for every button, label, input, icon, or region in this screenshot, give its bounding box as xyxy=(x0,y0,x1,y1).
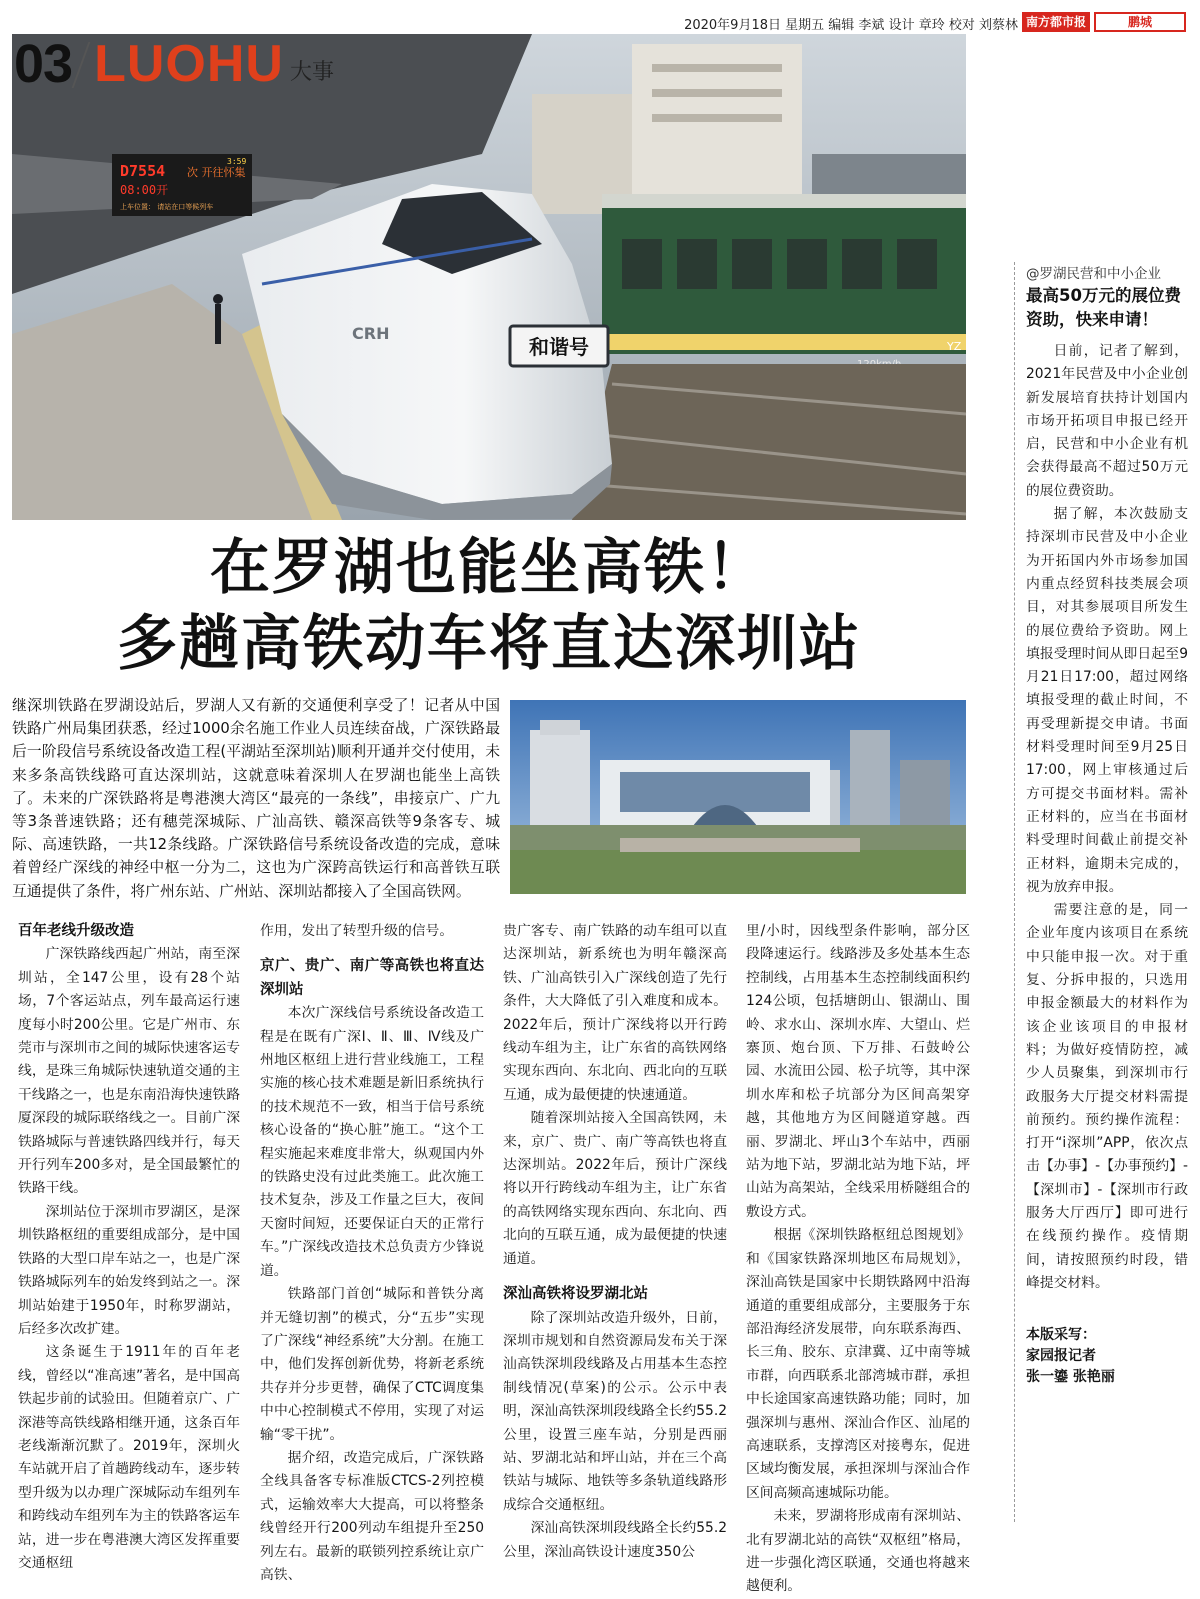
section-slash xyxy=(72,42,91,88)
tower-right xyxy=(850,730,890,840)
col2-continuation: 作用，发出了转型升级的信号。 xyxy=(260,923,454,939)
section-masthead xyxy=(14,34,334,94)
train-illustration xyxy=(12,34,966,520)
sidebar-tag: @罗湖民营和中小企业 xyxy=(1026,266,1161,282)
sidebar-title: 最高50万元的展位费资助，快来申请！ xyxy=(1026,286,1181,329)
section-name: LUOHU xyxy=(94,35,284,93)
sidebar-divider xyxy=(1014,262,1015,1522)
col1-paragraph-3: 这条诞生于1911年的百年老线，曾经以“准高速”著名，是中国高铁起步前的试验田。但随着京广、广深港等高铁线路相继开通，这条百年老线渐渐沉默了。2019年，深圳火车站就开启了首趟跨线动车，逐步转型升级为以办理广深城际动车组列车和跨线动车组列车为主的铁路客运车站，进一步在粤港澳大湾区发挥重要交通枢纽 xyxy=(18,1344,240,1571)
lead-paragraph: 继深圳铁路在罗湖设站后，罗湖人又有新的交通便利享受了！记者从中国铁路广州局集团获悉，经过1000余名施工作业人员连续奋战，广深铁路最后一阶段信号系统设备改造工程(平湖站至深圳站)顺利开通并交付使用，未来多条高铁线路可直达深圳站，这就意味着深圳人在罗湖也能坐上高铁了。未来的广深铁路将是粤港澳大湾区“最亮的一条线”，串接京广、广九等3条普速铁路；还有穗莞深城际、广汕高铁、赣深高铁等9条客专、城际、高速铁路，一共12条线路。广深铁路信号系统设备改造的完成，意味着曾经广深线的神经中枢一分为二，这也为广深跨高铁运行和高普铁互联互通提供了条件，将广州东站、广州站、深圳站都接入了全国高铁网。 xyxy=(12,697,500,900)
sidebar-body xyxy=(1026,340,1188,1295)
station-illustration xyxy=(510,700,966,894)
col1-paragraph-1: 广深铁路线西起广州站，南至深圳站，全147公里，设有28个站场，7个客运站点，列车最高运行速度每小时200公里。它是广州市、东莞市与深圳市之间的城际快速客运专线，是珠三角城际快速轨道交通的主干线路之一，也是东南沿海快速铁路厦深段的城际联络线之一。目前广深铁路城际与普速铁路四线并行，每天开行列车200多对，是全国最繁忙的铁路干线。 xyxy=(18,946,240,1197)
board-destination: 次 开往怀集 xyxy=(187,166,246,179)
newspaper-logo: 南方都市报 xyxy=(1022,12,1090,32)
col2-paragraph-1: 本次广深线信号系统设备改造工程是在既有广深Ⅰ、Ⅱ、Ⅲ、Ⅳ线及广州地区枢纽上进行营业线施工，工程实施的核心技术难题是新旧系统执行的技术规范不一致，相当于信号系统核心设备的“换心脏”施工。“这个工程实施起来难度非常大，纵观国内外的铁路史没有过此类施工。此次施工技术复杂，涉及工作量之巨大，夜间天窗时间短，还要保证白天的正常行车。”广深线改造技术总负责方少锋说道。 xyxy=(260,1005,484,1279)
headline-line-1: 在罗湖也能坐高铁！ xyxy=(210,533,768,603)
col2-paragraph-2: 铁路部门首创“城际和普铁分离并无缝切割”的模式，分“五步”实现了广深线“神经系统”大分割。在施工中，他们发挥创新优势，将新老系统共存并分步更替，确保了CTC调度集中中心控制模式不停用，实现了对运输“零干扰”。 xyxy=(260,1286,484,1443)
article-column-3 xyxy=(503,920,727,1564)
proofreader-credit: 校对 刘蔡林 xyxy=(948,18,1018,33)
board-train-no: D7554 xyxy=(120,162,166,180)
issue-weekday: 星期五 xyxy=(785,18,825,33)
tower-left xyxy=(530,730,590,830)
col3-paragraph-3: 深汕高铁深圳段线路全长约55.2公里，深汕高铁设计速度350公 xyxy=(503,1520,727,1560)
credit-label: 本版采写： xyxy=(1026,1327,1096,1344)
col1-paragraph-2: 深圳站位于深圳市罗湖区，是深圳铁路枢纽的重要组成部分，是中国铁路的大型口岸车站之一，也是广深铁路城际列车的始发终到站之一。深圳站始建于1950年，时称罗湖站，后经多次改扩建。 xyxy=(18,1203,240,1337)
train-plate: 和谐号 xyxy=(529,335,589,359)
car-code: YZ xyxy=(947,340,962,353)
board-clock: 3:59 xyxy=(227,157,247,166)
subhead-upgrade: 百年老线升级改造 xyxy=(18,923,134,939)
article-column-4 xyxy=(746,920,970,1599)
board-note: 上车位置： 请站在口等候列车 xyxy=(120,203,214,211)
credit-line-1: 家园报记者 xyxy=(1026,1348,1096,1365)
subhead-direct-trains: 京广、贵广、南广等高铁也将直达深圳站 xyxy=(260,958,484,998)
page-number: 03 xyxy=(14,34,73,94)
col4-continuation: 里/小时，因线型条件影响，部分区段降速运行。线路涉及多处基本生态控制线，占用基本生态控制线面积约124公顷，包括塘朗山、银湖山、围岭、求水山、深圳水库、大望山、烂寨顶、炮台顶、下万排、石鼓岭公园、水流田公园、松子坑等，其中深圳水库和松子坑部分为区间高架穿越，其他地方为区间隧道穿越。西丽、罗湖北、坪山3个车站中，西丽站为地下站，罗湖北站为地下站，坪山站为高架站，全线采用桥隧组合的敷设方式。 xyxy=(746,923,970,1220)
crh-logo: CRH xyxy=(352,324,390,343)
hero-photo-train xyxy=(12,34,966,520)
editor-credit: 编辑 李斌 xyxy=(828,18,885,33)
sidebar-paragraph-1: 日前，记者了解到，2021年民营及中小企业创新发展培育扶持计划国内市场开拓项目申报已经开启，民营和中小企业有机会获得最高不超过50万元的展位费资助。 xyxy=(1026,343,1188,499)
col3-paragraph-2: 除了深圳站改造升级外，日前，深圳市规划和自然资源局发布关于深汕高铁深圳段线路及占用基本生态控制线情况(草案)的公示。公示中表明，深汕高铁深圳段线路全长约55.2公里，设置三座车站，分别是西丽站、罗湖北站和坪山站，并在三个高铁站与城际、地铁等多条轨道线路形成综合交通枢纽。 xyxy=(503,1309,727,1513)
designer-credit: 设计 章玲 xyxy=(888,18,945,33)
col3-continuation: 贵广客专、南广铁路的动车组可以直达深圳站，新系统也为明年赣深高铁、广汕高铁引入广深线创造了先行条件，大大降低了引入难度和成本。2022年后，预计广深线将以开行跨线动车组为主，让广东省的高铁网络实现东西向、东北向、西北向的互联互通，成为最便捷的快速通道。 xyxy=(503,923,727,1103)
credit-line-2: 张一鎏 张艳丽 xyxy=(1026,1369,1115,1386)
article-column-2 xyxy=(260,920,484,1587)
headline-line-2: 多趟高铁动车将直达深圳站 xyxy=(117,609,861,679)
sidebar-paragraph-3: 需要注意的是，同一企业年度内该项目在系统中只能申报一次。对于重复、分拆申报的，只选用申报金额最大的材料作为该企业该项目的申报材料；为做好疫情防控，减少人员聚集，到深圳市行政服务大厅提交材料需提前预约。预约操作流程：打开“i深圳”APP，依次点击【办事】-【办事预约】-【深圳市】-【深圳市行政服务大厅西厅】即可进行在线预约操作。疫情期间，请按照预约时段，错峰提交材料。 xyxy=(1026,902,1188,1291)
edition-logo: 鹏城 xyxy=(1094,12,1186,32)
reporter-credit xyxy=(1026,1325,1188,1388)
subhead-luohu-north: 深汕高铁将设罗湖北站 xyxy=(503,1286,648,1303)
col4-paragraph-1: 根据《深圳铁路枢纽总图规划》和《国家铁路深圳地区布局规划》，深汕高铁是国家中长期铁路网中沿海通道的重要组成部分，主要服务于东部沿海经济发展带，向东联系海西、长三角、胶东、京津冀、辽中南等城市群，向西联系北部湾城市群，承担中长途国家高速铁路功能；同时，加强深圳与惠州、深汕合作区、汕尾的高速联系，支撑湾区对接粤东，促进区域均衡发展，承担深圳与深汕合作区间高频高速城际功能。 xyxy=(746,1227,970,1501)
issue-meta xyxy=(684,14,1018,33)
station-photo xyxy=(510,700,966,894)
rail-tracks xyxy=(572,364,966,520)
issue-date: 2020年9月18日 xyxy=(684,18,781,33)
col4-paragraph-2: 未来，罗湖将形成南有深圳站、北有罗湖北站的高铁“双枢纽”格局，进一步强化湾区联通，交通也将越来越便利。 xyxy=(746,1508,970,1595)
platform-person xyxy=(215,304,221,344)
page-header xyxy=(0,0,1200,34)
article-column-1 xyxy=(18,920,240,1575)
col3-paragraph-1: 随着深圳站接入全国高铁网，未来，京广、贵广、南广等高铁也将直达深圳站。2022年后，预计广深线将以开行跨线动车组为主，让广东省的高铁网络实现东西向、东北向、西北向的互联互通，成为最便捷的快速通道。 xyxy=(503,1110,727,1267)
board-time: 08:00开 xyxy=(120,183,169,197)
section-subtitle: 大事 xyxy=(289,60,334,85)
sidebar-paragraph-2: 据了解，本次鼓励支持深圳市民营及中小企业为开拓国内外市场参加国内重点经贸科技类展会项目，对其参展项目所发生的展位费给予资助。网上填报受理时间从即日起至9月21日17:00，超过网络填报受理的截止时间，不再受理新提交申请。书面材料受理时间至9月25日17:00，网上审核通过后方可提交书面材料。需补正材料的，应当在书面材料受理时间截止前提交补正材料，逾期未完成的，视为放弃申报。 xyxy=(1026,506,1188,895)
col2-paragraph-3: 据介绍，改造完成后，广深铁路全线具备客专标准版CTCS-2列控模式，运输效率大大提高，可以将整条线曾经开行200列动车组提升至250列左右。最新的联锁列控系统让京广高铁、 xyxy=(260,1449,484,1583)
sidebar-article xyxy=(1026,264,1188,1388)
foreground-trees xyxy=(510,850,966,894)
main-headline xyxy=(12,530,966,682)
